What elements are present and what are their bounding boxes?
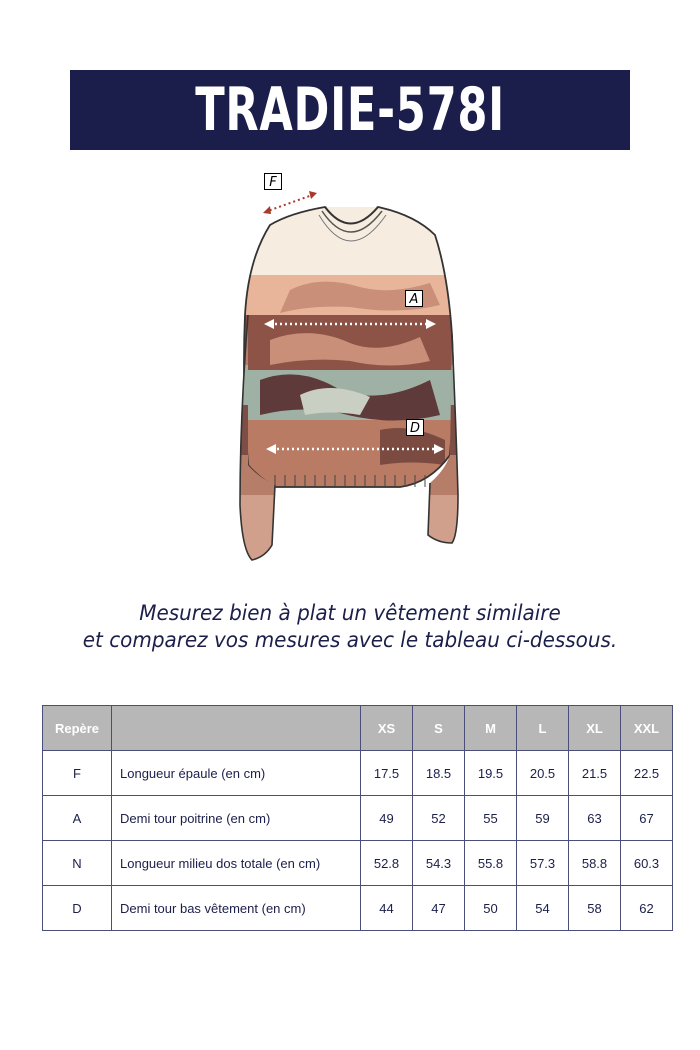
cell-value: 54.3 [413, 841, 465, 886]
row-ref: F [43, 751, 112, 796]
cell-value: 62 [621, 886, 673, 931]
instructions-line-1: Mesurez bien à plat un vêtement similaire [139, 601, 561, 625]
cell-value: 21.5 [569, 751, 621, 796]
cell-value: 58 [569, 886, 621, 931]
header-size-xs: XS [361, 706, 413, 751]
table-row [43, 751, 673, 796]
cell-value: 67 [621, 796, 673, 841]
title-banner [70, 70, 630, 150]
cell-value: 44 [361, 886, 413, 931]
size-chart-table [42, 705, 673, 931]
cell-value: 55.8 [465, 841, 517, 886]
cell-value: 58.8 [569, 841, 621, 886]
header-repere: Repère [43, 706, 112, 751]
shoulder-arrow [265, 194, 315, 212]
cell-value: 63 [569, 796, 621, 841]
cell-value: 55 [465, 796, 517, 841]
cell-value: 47 [413, 886, 465, 931]
cell-value: 20.5 [517, 751, 569, 796]
cell-value: 54 [517, 886, 569, 931]
cell-value: 60.3 [621, 841, 673, 886]
measurement-instructions [0, 600, 700, 654]
cell-value: 19.5 [465, 751, 517, 796]
row-label: Longueur milieu dos totale (en cm) [112, 841, 361, 886]
header-size-l: L [517, 706, 569, 751]
cell-value: 57.3 [517, 841, 569, 886]
table-row [43, 886, 673, 931]
garment-illustration [230, 165, 470, 575]
sweater-drawing [230, 165, 470, 575]
header-size-m: M [465, 706, 517, 751]
marker-a: A [405, 290, 423, 307]
row-label: Longueur épaule (en cm) [112, 751, 361, 796]
table-header-row [43, 706, 673, 751]
row-label: Demi tour bas vêtement (en cm) [112, 886, 361, 931]
cell-value: 22.5 [621, 751, 673, 796]
row-label: Demi tour poitrine (en cm) [112, 796, 361, 841]
instructions-line-2: et comparez vos mesures avec le tableau ci-dessous. [82, 628, 618, 652]
row-ref: D [43, 886, 112, 931]
header-description [112, 706, 361, 751]
header-size-xl: XL [569, 706, 621, 751]
cell-value: 17.5 [361, 751, 413, 796]
cell-value: 50 [465, 886, 517, 931]
cell-value: 18.5 [413, 751, 465, 796]
row-ref: A [43, 796, 112, 841]
row-ref: N [43, 841, 112, 886]
marker-f: F [264, 173, 282, 190]
cell-value: 52.8 [361, 841, 413, 886]
table-row [43, 796, 673, 841]
header-size-xxl: XXL [621, 706, 673, 751]
header-size-s: S [413, 706, 465, 751]
cell-value: 49 [361, 796, 413, 841]
cell-value: 59 [517, 796, 569, 841]
table-row [43, 841, 673, 886]
product-title: TRADIE-578I [195, 75, 505, 145]
marker-d: D [406, 419, 424, 436]
cell-value: 52 [413, 796, 465, 841]
